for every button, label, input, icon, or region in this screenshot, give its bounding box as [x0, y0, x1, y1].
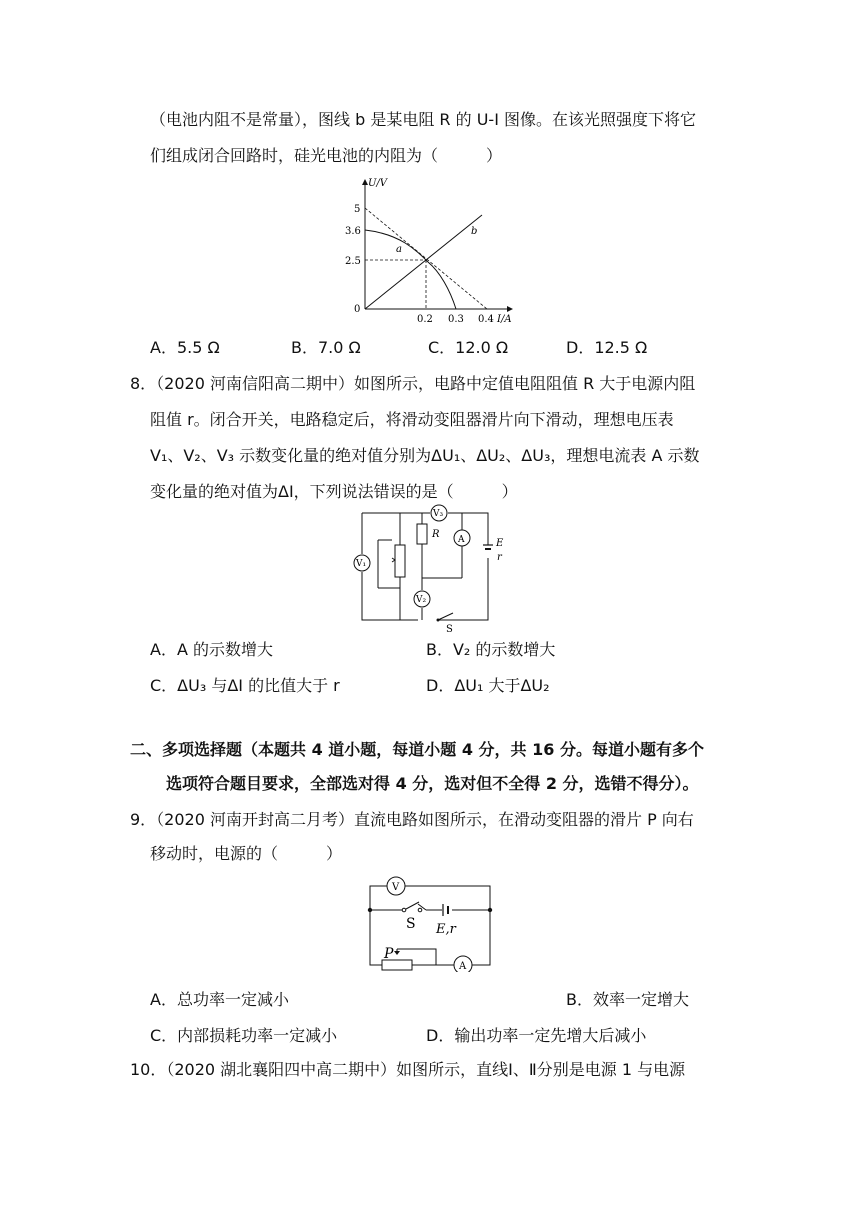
v2-meter: V₂ — [416, 595, 427, 605]
y-tick-5: 5 — [354, 204, 361, 215]
q7-option-a[interactable]: A．5.5 Ω — [150, 338, 220, 357]
v3-meter: V₃ — [433, 509, 444, 519]
ammeter: A — [458, 535, 465, 545]
q9-stem-line1: 9．（2020 河南开封高二月考）直流电路如图所示，在滑动变阻器的滑片 P 向右 — [130, 810, 694, 829]
source-label: E,r — [436, 922, 456, 937]
line-b-label: b — [471, 226, 478, 237]
y-tick-3.6: 3.6 — [345, 226, 361, 237]
q8-stem-line4: 变化量的绝对值为ΔI，下列说法错误的是（ ） — [150, 482, 518, 501]
q8-stem-line2: 阻值 r。闭合开关，电路稳定后，将滑动变阻器滑片向下滑动，理想电压表 — [150, 410, 674, 429]
q10-stem-line1: 10．（2020 湖北襄阳四中高二期中）如图所示，直线Ⅰ、Ⅱ分别是电源 1 与电源 — [130, 1060, 686, 1079]
curve-a-label: a — [396, 244, 402, 255]
q8-stem-line1: 8．（2020 河南信阳高二期中）如图所示，电路中定值电阻阻值 R 大于电源内阻 — [130, 374, 696, 393]
internal-r-label: r — [497, 552, 502, 563]
curve-a — [365, 230, 456, 309]
section2-heading-line1: 二、多项选择题（本题共 4 道小题，每道小题 4 分，共 16 分。每道小题有多个 — [130, 740, 704, 759]
x-tick-0.3: 0.3 — [448, 314, 464, 325]
q8-stem-line3: V₁、V₂、V₃ 示数变化量的绝对值分别为ΔU₁、ΔU₂、ΔU₃，理想电流表 A 示数 — [150, 446, 700, 465]
resistor-label: R — [432, 529, 440, 540]
q8-circuit — [348, 500, 516, 632]
q8-option-b[interactable]: B．V₂ 的示数增大 — [426, 640, 556, 659]
q9-circuit — [362, 876, 498, 972]
q9-stem-line2: 移动时，电源的（ ） — [150, 844, 343, 863]
q7-option-b[interactable]: B．7.0 Ω — [291, 338, 361, 357]
q7-stem-line2: 们组成闭合回路时，硅光电池的内阻为（ ） — [150, 146, 503, 165]
switch-label: S — [446, 624, 453, 632]
x-axis-label: I/A — [497, 314, 512, 325]
y-tick-0: 0 — [354, 304, 361, 315]
emf-label: E — [496, 538, 504, 549]
q9-option-b[interactable]: B．效率一定增大 — [566, 990, 689, 1009]
q7-option-c[interactable]: C．12.0 Ω — [428, 338, 509, 357]
section2-heading-line2: 选项符合题目要求，全部选对得 4 分，选对但不全得 2 分，选错不得分）。 — [166, 774, 699, 793]
slider-label: P — [384, 946, 394, 962]
q8-option-d[interactable]: D．ΔU₁ 大于ΔU₂ — [426, 676, 550, 695]
q9-option-d[interactable]: D．输出功率一定先增大后减小 — [426, 1026, 647, 1045]
q7-option-d[interactable]: D．12.5 Ω — [566, 338, 648, 357]
y-tick-2.5: 2.5 — [345, 256, 361, 267]
switch-label: S — [406, 916, 416, 932]
q7-ui-graph — [340, 172, 520, 332]
ammeter: A — [459, 961, 467, 972]
v1-meter: V₁ — [356, 559, 367, 569]
q7-stem-line1: （电池内阻不是常量），图线 b 是某电阻 R 的 U-I 图像。在该光照强度下将它 — [150, 110, 696, 129]
q9-option-a[interactable]: A．总功率一定减小 — [150, 990, 289, 1009]
q9-option-c[interactable]: C．内部损耗功率一定减小 — [150, 1026, 338, 1045]
y-axis-label: U/V — [368, 178, 388, 189]
line-b — [365, 215, 482, 309]
voltmeter: V — [392, 882, 400, 893]
x-tick-0.4: 0.4 — [478, 314, 494, 325]
x-tick-0.2: 0.2 — [417, 314, 433, 325]
q8-option-c[interactable]: C．ΔU₃ 与ΔI 的比值大于 r — [150, 676, 340, 695]
q8-option-a[interactable]: A．A 的示数增大 — [150, 640, 273, 659]
